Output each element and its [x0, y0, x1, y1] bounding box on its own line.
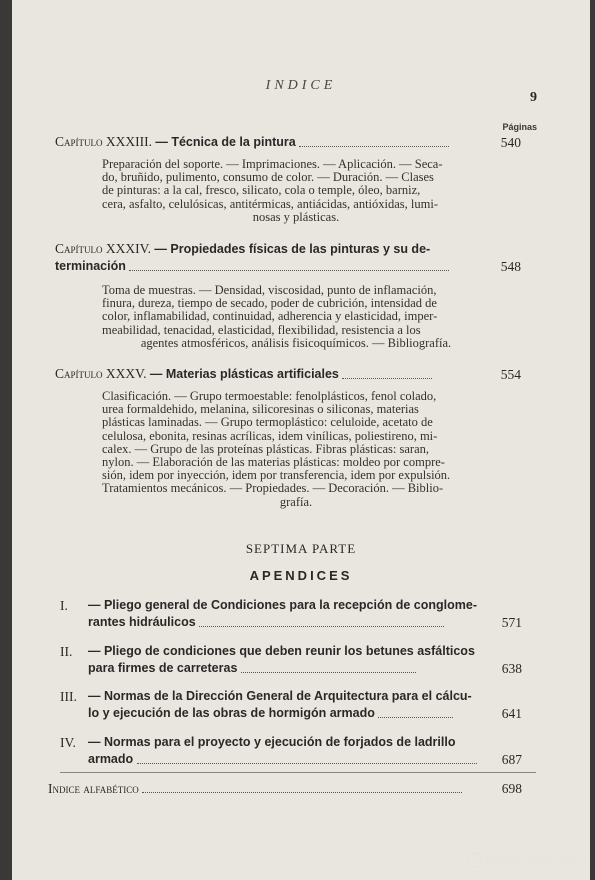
appendix-2	[60, 643, 522, 677]
chapter-title: — Materias plásticas artificiales	[149, 367, 339, 381]
chapter-34-description	[102, 284, 490, 350]
desc-line: Tratamientos mecánicos. — Propiedades. — Decoración. — Biblio-	[102, 481, 444, 496]
chapter-title-cont: terminación	[55, 259, 126, 273]
page-number: 9	[530, 90, 537, 105]
chapter-label: Capítulo XXXIV.	[55, 241, 152, 256]
desc-line: urea formaldehido, melanina, silicoresinas o siliconas, materias	[102, 402, 419, 417]
dot-leader	[378, 717, 453, 718]
chapter-title: — Técnica de la pintura	[155, 135, 296, 149]
page-header: INDICE	[265, 78, 337, 93]
appendix-page: 641	[501, 706, 522, 721]
part-subtitle: APENDICES	[249, 568, 353, 583]
chapter-34-row	[55, 240, 521, 258]
index-row	[48, 780, 522, 797]
chapter-label: Capítulo XXXV.	[55, 366, 147, 381]
appendix-title-cont: rantes hidráulicos	[88, 615, 196, 629]
paginas-label: Páginas	[502, 122, 537, 132]
dot-leader	[299, 146, 449, 147]
appendix-roman: IV.	[60, 735, 76, 750]
appendix-title: — Normas para el proyecto y ejecución de forjados de ladrillo	[88, 735, 456, 749]
desc-line: nosas y plásticas.	[252, 209, 340, 224]
divider	[60, 772, 536, 773]
appendix-page: 687	[501, 752, 522, 767]
index-page: 698	[501, 781, 522, 796]
part-title: SEPTIMA PARTE	[245, 541, 357, 556]
appendix-title: — Normas de la Dirección General de Arquitectura para el cálcu-	[88, 689, 472, 703]
desc-line: Toma de muestras. — Densidad, viscosidad, punto de inflamación,	[102, 283, 437, 297]
desc-line: Preparación del soporte. — Imprimaciones. — Aplicación. — Seca-	[102, 157, 443, 171]
chapter-page: 554	[500, 367, 521, 382]
desc-line: sión, idem por inyección, idem por transferencia, idem por expulsión.	[102, 468, 451, 483]
desc-line: finura, dureza, tiempo de secado, poder de cubrición, intensidad de	[102, 296, 437, 311]
appendix-title-cont: lo y ejecución de las obras de hormigón armado	[88, 706, 375, 720]
appendix-4	[60, 734, 522, 768]
desc-line: de pinturas: a la cal, fresco, silicato, cola o temple, óleo, barniz,	[102, 183, 421, 198]
desc-line: grafía.	[279, 494, 313, 509]
chapter-33-row	[55, 133, 521, 151]
dot-leader	[199, 626, 444, 627]
chapter-35-row	[55, 365, 521, 383]
appendix-roman: II.	[60, 644, 73, 659]
desc-line: color, inflamabilidad, continuidad, adherencia y elasticidad, imper-	[102, 309, 438, 324]
desc-line: celulosa, ebonita, resinas acrílicas, idem vinílicas, poliestireno, mi-	[102, 428, 438, 443]
chapter-35-description	[102, 390, 490, 509]
chapter-page: 548	[500, 259, 521, 274]
dot-leader	[342, 378, 432, 379]
chapter-34-row-cont	[55, 257, 521, 275]
appendix-roman: III.	[60, 689, 77, 704]
dot-leader	[241, 672, 416, 673]
desc-line: agentes atmosféricos, análisis fisicoquímicos. — Bibliografía.	[140, 335, 452, 350]
appendix-3	[60, 688, 522, 722]
desc-line: meabilidad, tenacidad, elasticidad, flexibilidad, resistencia a los	[102, 322, 421, 337]
chapter-title: — Propiedades físicas de las pinturas y su de-	[154, 242, 431, 256]
chapter-label: Capítulo XXXIII.	[55, 134, 152, 149]
desc-line: plásticas laminadas. — Grupo termoplástico: celuloide, acetato de	[102, 415, 433, 430]
dot-leader	[129, 270, 449, 271]
appendix-page: 638	[501, 661, 522, 676]
dot-leader	[142, 792, 462, 793]
appendix-title-cont: armado	[88, 752, 134, 766]
watermark	[467, 852, 587, 869]
watermark-logo-icon	[467, 852, 483, 868]
dot-leader	[137, 763, 477, 764]
index-label: Indice alfabético	[48, 781, 139, 796]
appendix-roman: I.	[60, 598, 68, 613]
appendix-title-cont: para firmes de carreteras	[88, 661, 238, 675]
appendix-page: 571	[501, 615, 522, 630]
desc-line: Clasificación. — Grupo termoestable: fenolplásticos, fenol colado,	[102, 389, 437, 403]
book-page	[12, 0, 590, 880]
desc-line: do, bruñido, pulimento, consumo de color. — Duración. — Clases	[102, 170, 434, 185]
appendix-title: — Pliego de condiciones que deben reunir los betunes asfálticos	[88, 644, 475, 658]
watermark-text: todocoleccion	[485, 853, 587, 869]
desc-line: calex. — Grupo de las proteínas plásticas. Fibras plásticas: saran,	[102, 441, 429, 456]
chapter-33-description	[102, 158, 490, 224]
appendix-title: — Pliego general de Condiciones para la recepción de conglome-	[88, 598, 477, 612]
appendix-1	[60, 597, 522, 631]
desc-line: nylon. — Elaboración de las materias plásticas: moldeo por compre-	[102, 455, 445, 470]
desc-line: cera, asfalto, celulósicas, antitérmicas, antiácidas, antióxidas, lumi-	[102, 196, 438, 211]
chapter-page: 540	[500, 135, 521, 150]
